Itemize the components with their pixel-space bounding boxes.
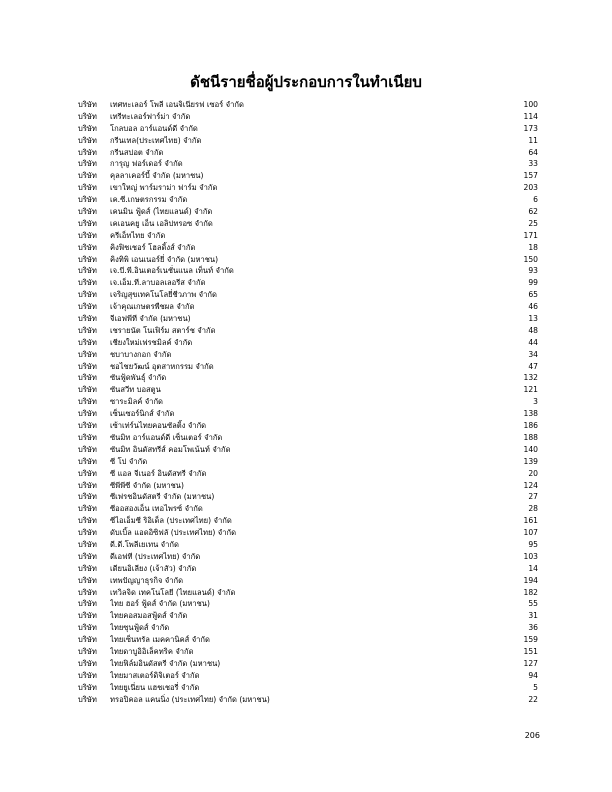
entry-prefix: บริษัท [78, 492, 97, 502]
entry-company-name: คิงทิพิ เอนเนอร์ยี่ จำกัด (มหาชน) [110, 254, 219, 264]
entry-page-number: 182 [523, 587, 538, 597]
entry-page-number: 18 [528, 242, 538, 252]
entry-prefix: บริษัท [78, 111, 97, 121]
list-item [78, 325, 538, 337]
list-item [78, 503, 538, 515]
entry-prefix: บริษัท [78, 646, 97, 656]
entry-company-name: เจ.เอ็ม.ที.ลาบอลเลอรีส จำกัด [110, 278, 206, 288]
entry-page-number: 25 [528, 218, 538, 228]
list-item [78, 349, 538, 361]
list-item [78, 289, 538, 301]
list-item [78, 99, 538, 111]
list-item [78, 575, 538, 587]
entry-company-name: ชบาบางกอก จำกัด [110, 349, 172, 359]
entry-company-name: เทรีทะเลอร์ฟาร์ม่า จำกัด [110, 111, 191, 121]
list-item [78, 539, 538, 551]
entry-prefix: บริษัท [78, 195, 97, 205]
list-item [78, 147, 538, 159]
entry-company-name: โกลบอล อาร์แอนด์ดี จำกัด [110, 123, 198, 133]
list-item [78, 170, 538, 182]
list-item [78, 194, 538, 206]
entry-company-name: คิงฟิชเชอร์ โฮลดิ้งส์ จำกัด [110, 242, 196, 252]
list-item [78, 206, 538, 218]
list-item [78, 158, 538, 170]
entry-company-name: ซันมิท อาร์แอนด์ดี เซ็นเตอร์ จำกัด [110, 432, 223, 442]
entry-prefix: บริษัท [78, 159, 97, 169]
entry-prefix: บริษัท [78, 670, 97, 680]
entry-prefix: บริษัท [78, 563, 97, 573]
list-item [78, 610, 538, 622]
entry-company-name: เคเอนคยู เอ็น เอลิปทรอซ จำกัด [110, 218, 213, 228]
entry-company-name: กรีนสปอต จำกัด [110, 147, 164, 157]
entry-company-name: ไทยยูเนี่ยน แฮชเชอรี่ จำกัด [110, 682, 200, 692]
entry-page-number: 27 [528, 492, 538, 502]
entry-company-name: เทวิลจิด เทคโนโลยี (ไทยแลนด์) จำกัด [110, 587, 236, 597]
entry-page-number: 173 [523, 123, 538, 133]
entry-company-name: เขาใหญ่ พาร์มราม่า ฟาร์ม จำกัด [110, 183, 218, 193]
entry-page-number: 188 [523, 432, 538, 442]
entry-page-number: 94 [528, 670, 538, 680]
entry-page-number: 5 [533, 682, 538, 692]
list-item [78, 337, 538, 349]
list-item [78, 230, 538, 242]
list-item [78, 408, 538, 420]
list-item [78, 670, 538, 682]
entry-prefix: บริษัท [78, 135, 97, 145]
list-item [78, 420, 538, 432]
entry-page-number: 140 [523, 444, 538, 454]
entry-prefix: บริษัท [78, 682, 97, 692]
list-item [78, 313, 538, 325]
entry-prefix: บริษัท [78, 147, 97, 157]
entry-page-number: 14 [528, 563, 538, 573]
entry-prefix: บริษัท [78, 409, 97, 419]
entry-page-number: 64 [528, 147, 538, 157]
list-item [78, 301, 538, 313]
entry-prefix: บริษัท [78, 444, 97, 454]
list-item [78, 384, 538, 396]
entry-page-number: 114 [523, 111, 538, 121]
entry-company-name: เชรายนัต โนเฟิร์ม สตาร์ช จำกัด [110, 325, 216, 335]
entry-page-number: 150 [523, 254, 538, 264]
list-item [78, 265, 538, 277]
entry-prefix: บริษัท [78, 480, 97, 490]
entry-company-name: เจริญสุขเทคโนโลยี่ชีวภาพ จำกัด [110, 290, 217, 300]
entry-page-number: 11 [528, 135, 538, 145]
list-item [78, 135, 538, 147]
entry-page-number: 46 [528, 302, 538, 312]
entry-page-number: 48 [528, 325, 538, 335]
page-title: ดัชนีรายชื่อผู้ประกอบการในทำเนียบ [190, 73, 422, 91]
entry-company-name: เชียงใหม่เฟรชมิลค์ จำกัด [110, 337, 193, 347]
entry-company-name: ไทยดาบูอิอิเล็คทริค จำกัด [110, 646, 194, 656]
entry-prefix: บริษัท [78, 278, 97, 288]
list-item [78, 527, 538, 539]
entry-company-name: เซ้าเท่ร์นไทยคอนซัลติ้ง จำกัด [110, 421, 207, 431]
entry-company-name: ซันมิท อินดัสทรีส์ คอมโพเน้นท์ จำกัด [110, 444, 231, 454]
list-item [78, 587, 538, 599]
entry-prefix: บริษัท [78, 290, 97, 300]
entry-prefix: บริษัท [78, 599, 97, 609]
entry-prefix: บริษัท [78, 361, 97, 371]
list-item [78, 598, 538, 610]
entry-prefix: บริษัท [78, 421, 97, 431]
entry-page-number: 44 [528, 337, 538, 347]
list-item [78, 480, 538, 492]
entry-page-number: 159 [523, 635, 538, 645]
list-item [78, 515, 538, 527]
entry-page-number: 20 [528, 468, 538, 478]
entry-company-name: ดับเบิ้ล แอดอิซิฟลั (ประเทศไทย) จำกัด [110, 528, 237, 538]
entry-prefix: บริษัท [78, 516, 97, 526]
entry-page-number: 132 [523, 373, 538, 383]
entry-page-number: 151 [523, 646, 538, 656]
entry-page-number: 55 [528, 599, 538, 609]
entry-company-name: ซี แอล จีเนอร์ อินดัสทรี จำกัด [110, 468, 207, 478]
list-item [78, 456, 538, 468]
entry-prefix: บริษัท [78, 171, 97, 181]
entry-prefix: บริษัท [78, 242, 97, 252]
entry-page-number: 33 [528, 159, 538, 169]
list-item [78, 563, 538, 575]
entry-page-number: 62 [528, 207, 538, 217]
list-item [78, 361, 538, 373]
entry-page-number: 13 [528, 314, 538, 324]
list-item [78, 622, 538, 634]
entry-prefix: บริษัท [78, 623, 97, 633]
entry-prefix: บริษัท [78, 551, 97, 561]
entry-company-name: เจ้าคุณเกษตรพืชผล จำกัด [110, 302, 195, 312]
entry-page-number: 100 [523, 100, 538, 109]
entry-page-number: 194 [523, 575, 538, 585]
entry-page-number: 186 [523, 421, 538, 431]
list-item [78, 468, 538, 480]
entry-page-number: 31 [528, 611, 538, 621]
entry-company-name: ชอไชยวัฒน์ อุตสาหกรรม จำกัด [110, 361, 214, 371]
entry-prefix: บริษัท [78, 539, 97, 549]
entry-page-number: 139 [523, 456, 538, 466]
entry-page-number: 127 [523, 658, 538, 668]
entry-page-number: 6 [533, 195, 538, 205]
entry-page-number: 28 [528, 504, 538, 514]
entry-page-number: 65 [528, 290, 538, 300]
entry-prefix: บริษัท [78, 230, 97, 240]
entry-prefix: บริษัท [78, 325, 97, 335]
list-item [78, 372, 538, 384]
entry-prefix: บริษัท [78, 611, 97, 621]
entry-prefix: บริษัท [78, 658, 97, 668]
entry-company-name: ไทยซุนฟู้ดส์ จำกัด [110, 623, 170, 633]
entry-page-number: 157 [523, 171, 538, 181]
list-item [78, 658, 538, 670]
entry-prefix: บริษัท [78, 385, 97, 395]
entry-company-name: ซันฟู้ดพันธุ์ จำกัด [110, 373, 167, 383]
entry-page-number: 22 [528, 694, 538, 704]
company-index-list [78, 99, 538, 705]
entry-company-name: เซ็นเซอร์นิกส์ จำกัด [110, 409, 175, 419]
entry-company-name: ซาระมิลค์ จำกัด [110, 397, 163, 407]
entry-prefix: บริษัท [78, 575, 97, 585]
entry-prefix: บริษัท [78, 397, 97, 407]
list-item [78, 444, 538, 456]
entry-prefix: บริษัท [78, 504, 97, 514]
entry-company-name: ซีออสองเอ็น เทอไพรซ์ จำกัด [110, 504, 203, 514]
entry-company-name: คุลลาเคอร์บี้ จำกัด (มหาชน) [110, 171, 204, 181]
entry-company-name: ไทย ฮอร์ ฟู้ดส์ จำกัด (มหาชน) [110, 599, 210, 609]
list-item [78, 396, 538, 408]
entry-page-number: 3 [533, 397, 538, 407]
list-item [78, 242, 538, 254]
entry-company-name: กรีนเทล(ประเทศไทย) จำกัด [110, 135, 202, 145]
entry-company-name: ไทยมาสเตอร์ดิจิเตอร์ จำกัด [110, 670, 200, 680]
entry-page-number: 103 [523, 551, 538, 561]
list-item [78, 111, 538, 123]
entry-prefix: บริษัท [78, 432, 97, 442]
list-item [78, 182, 538, 194]
entry-page-number: 95 [528, 539, 538, 549]
entry-prefix: บริษัท [78, 254, 97, 264]
entry-page-number: 138 [523, 409, 538, 419]
list-item [78, 551, 538, 563]
entry-prefix: บริษัท [78, 207, 97, 217]
entry-prefix: บริษัท [78, 468, 97, 478]
entry-prefix: บริษัท [78, 266, 97, 276]
entry-company-name: ไทยฟิล์มอินดัสตรี จำกัด (มหาชน) [110, 658, 221, 668]
entry-company-name: ครีเอ็ทไทย จำกัด [110, 230, 166, 240]
entry-page-number: 93 [528, 266, 538, 276]
entry-page-number: 47 [528, 361, 538, 371]
entry-prefix: บริษัท [78, 337, 97, 347]
entry-page-number: 124 [523, 480, 538, 490]
entry-page-number: 34 [528, 349, 538, 359]
entry-company-name: ไทยคอสมอสฟู้ดส์ จำกัด [110, 611, 188, 621]
entry-company-name: เจ.บี.พี.อินเตอร์เนชั่นแนล เท็นท์ จำกัด [110, 266, 234, 276]
list-item [78, 277, 538, 289]
entry-prefix: บริษัท [78, 218, 97, 228]
entry-prefix: บริษัท [78, 528, 97, 538]
entry-page-number: 99 [528, 278, 538, 288]
entry-prefix: บริษัท [78, 587, 97, 597]
entry-prefix: บริษัท [78, 694, 97, 704]
list-item [78, 123, 538, 135]
entry-page-number: 107 [523, 528, 538, 538]
entry-company-name: ดีเอฟที (ประเทศไทย) จำกัด [110, 551, 201, 561]
entry-prefix: บริษัท [78, 183, 97, 193]
list-item [78, 491, 538, 503]
entry-company-name: ไทยเซ็นทรัล เมคคานิคส์ จำกัด [110, 635, 210, 645]
entry-page-number: 121 [523, 385, 538, 395]
list-item [78, 432, 538, 444]
entry-company-name: ดี.ดี.โพลีเยเทน จำกัด [110, 539, 179, 549]
entry-prefix: บริษัท [78, 123, 97, 133]
entry-prefix: บริษัท [78, 302, 97, 312]
entry-prefix: บริษัท [78, 456, 97, 466]
entry-company-name: ทรอปิคอล แคนนิ่ง (ประเทศไทย) จำกัด (มหาชน) [110, 694, 270, 704]
entry-company-name: ซีไอเอ็มซี ริอิเด็ล (ประเทศไทย) จำกัด [110, 516, 232, 526]
entry-company-name: ซีเฟรชอินดัสตรี จำกัด (มหาชน) [110, 492, 215, 502]
entry-company-name: ซี โป จำกัด [110, 456, 148, 466]
entry-prefix: บริษัท [78, 100, 97, 109]
entry-page-number: 203 [523, 183, 538, 193]
entry-page-number: 36 [528, 623, 538, 633]
entry-prefix: บริษัท [78, 373, 97, 383]
entry-page-number: 171 [523, 230, 538, 240]
entry-company-name: การุญ ฟอร์เดอร์ จำกัด [110, 159, 183, 169]
entry-company-name: เคนมิน ฟู้ดส์ (ไทยแลนด์) จำกัด [110, 207, 213, 217]
list-item [78, 218, 538, 230]
list-item [78, 254, 538, 266]
entry-prefix: บริษัท [78, 314, 97, 324]
entry-company-name: เทพปัญญาธุรกิจ จำกัด [110, 575, 184, 585]
list-item [78, 682, 538, 694]
entry-prefix: บริษัท [78, 635, 97, 645]
entry-prefix: บริษัท [78, 349, 97, 359]
entry-company-name: ซีพีพีซี จำกัด (มหาชน) [110, 480, 184, 490]
entry-company-name: จีเอฟพีที จำกัด (มหาชน) [110, 314, 191, 324]
page-number: 206 [524, 731, 540, 740]
list-item [78, 694, 538, 706]
entry-company-name: เดียนอิเลียง (เจ้าสัว) จำกัด [110, 563, 197, 573]
list-item [78, 634, 538, 646]
entry-company-name: เค.ซี.เกษตรกรรม จำกัด [110, 195, 188, 205]
entry-company-name: ซันสวีท บอสตูน [110, 385, 161, 395]
list-item [78, 646, 538, 658]
entry-page-number: 161 [523, 516, 538, 526]
entry-company-name: เทศทะเลอร์ โพลี เอนจิเนียรฟ เซอร์ จำกัด [110, 100, 244, 109]
